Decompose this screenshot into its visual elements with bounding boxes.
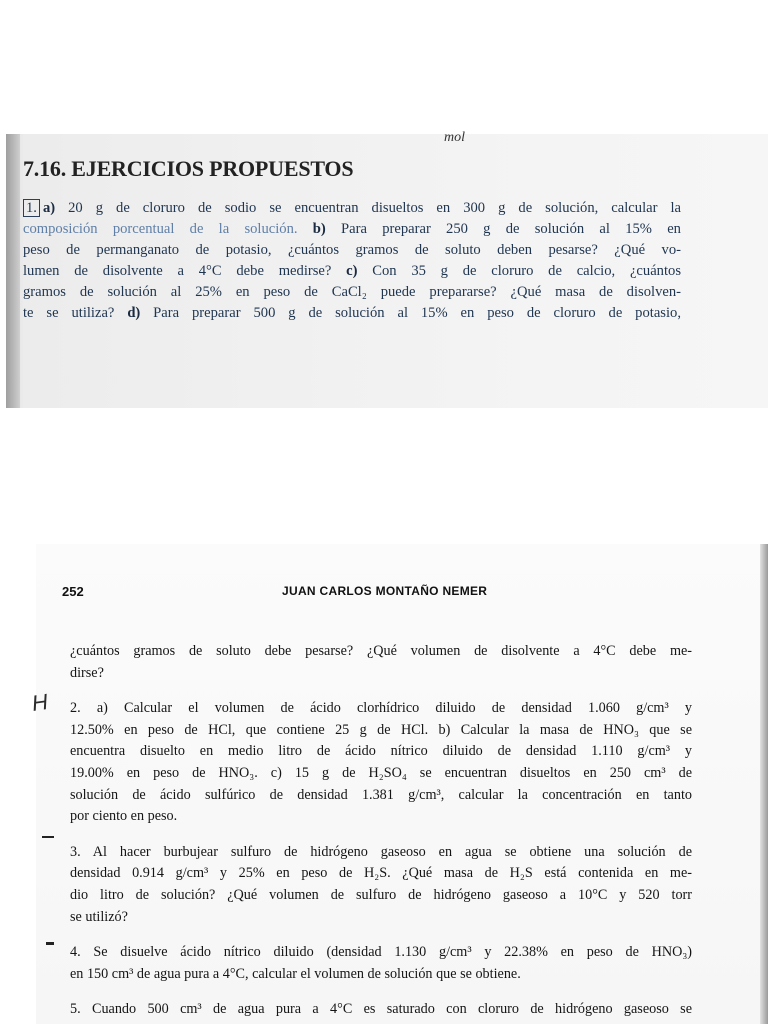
page-shadow-right [760,544,768,1024]
text-line: densidad 0.914 g/cm³ y 25% en peso de H₂S. ¿Qué masa de H₂S está contenida en me- [70,865,692,882]
text-line: 5. Cuando 500 cm³ de agua pura a 4°C es saturado con cloruro de hidrógeno gaseoso se [70,1001,692,1018]
text-line: ¿cuántos gramos de soluto debe pesarse? ¿Qué volumen de disolvente a 4°C debe me- [70,643,692,659]
page-shadow-left [6,134,20,408]
text-line: 2. a) Calcular el volumen de ácido clorhídrico diluido de densidad 1.060 g/cm³ y [70,700,692,717]
text-line: solución de ácido sulfúrico de densidad 1.381 g/cm³, calcular la concentración en tanto [70,786,692,803]
text-line: dio litro de solución? ¿Qué volumen de sulfuro de hidrógeno gaseoso a 10°C y 520 torr [70,886,692,903]
text-line: 19.00% en peso de HNO₃. c) 15 g de H₂SO₄ se encuentran disueltos en 250 cm³ de [70,764,692,781]
text-line: encuentra disuelto en medio litro de ácido nítrico diluido de densidad 1.110 g/cm³ y [70,743,692,760]
top-fragment-text: mol [444,130,465,145]
ex1-line: te se utiliza? d) Para preparar 500 g de solución al 15% en peso de cloruro de potasio, [23,305,681,321]
running-head: JUAN CARLOS MONTAÑO NEMER [282,584,488,598]
ex1-line: peso de permanganato de potasio, ¿cuántos gramos de soluto deben pesarse? ¿Qué vo- [23,242,681,258]
text-line: 3. Al hacer burbujear sulfuro de hidrógeno gaseoso en agua se obtiene una solución de [70,843,692,860]
section-heading: 7.16. EJERCICIOS PROPUESTOS [23,156,354,181]
handwritten-mark: H [30,689,50,716]
bottom-page-photo [30,544,768,1024]
text-line: en 150 cm³ de agua pura a 4°C, calcular el volumen de solución que se obtiene. [70,965,521,982]
text-line: 12.50% en peso de HCl, que contiene 25 g de HCl. b) Calcular la masa de HNO₃ que se [70,721,692,738]
top-page-photo [6,130,768,408]
exercise-5-paragraph [70,999,692,1021]
text-line: dirse? [70,664,104,681]
ex1-line: composición porcentual de la solución. b) Para preparar 250 g de solución al 15% en [23,221,681,237]
exercise-4-paragraph [70,942,692,985]
ex1-line: lumen de disolvente a 4°C debe medirse? c) Con 35 g de cloruro de calcio, ¿cuántos [23,263,682,279]
text-line: se utilizó? [70,908,128,925]
exercise-3-paragraph [70,842,692,928]
text-line: por ciento en peso. [70,808,178,825]
continuation-paragraph [70,641,692,684]
handwritten-dash [46,942,54,945]
text-line: 4. Se disuelve ácido nítrico diluido (densidad 1.130 g/cm³ y 22.38% en peso de HNO₃) [70,944,692,961]
exercise-1-paragraph [23,198,681,324]
ex1-line: gramos de solución al 25% en peso de CaCl₂ puede prepararse? ¿Qué masa de disolven- [23,284,681,300]
page-number: 252 [62,584,84,599]
ex1-line: 1. a) 20 g de cloruro de sodio se encuentran disueltos en 300 g de solución, calcular la [23,198,681,219]
handwritten-dash [42,836,54,838]
exercise-2-paragraph [70,698,692,828]
ex1-number: 1. [23,199,40,217]
bottom-body-text [70,641,692,1035]
